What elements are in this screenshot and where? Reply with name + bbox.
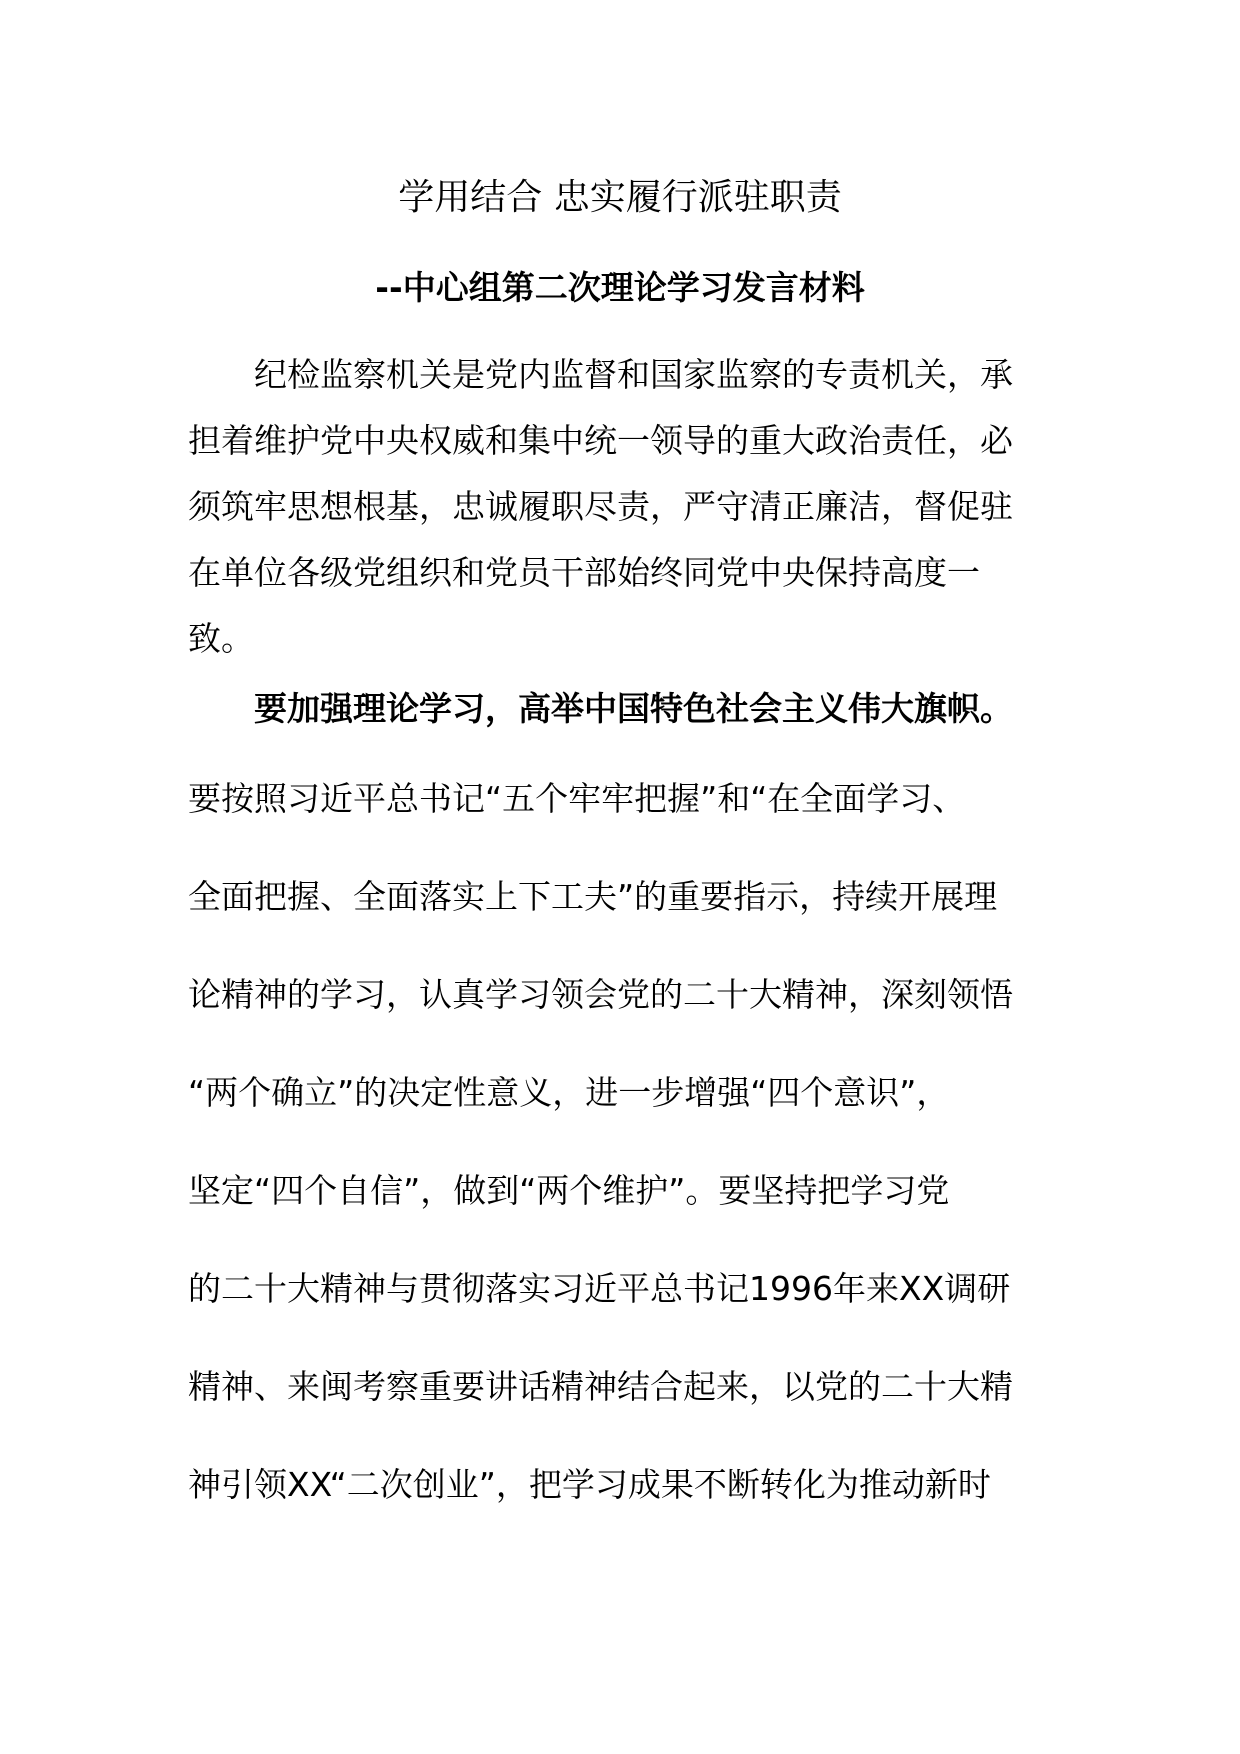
text-line: 担着维护党中央权威和集中统一领导的重大政治责任，必 [188,421,1013,460]
text-line: 精神、来闽考察重要讲话精神结合起来，以党的二十大精 [188,1367,1013,1406]
text-line: “两个确立”的决定性意义，进一步增强“四个意识”， [188,1073,950,1112]
document-title: 学用结合 忠实履行派驻职责 [398,177,842,218]
text-line: 纪检监察机关是党内监督和国家监察的专责机关，承 [188,355,1013,394]
text-line: 全面把握、全面落实上下工夫”的重要指示，持续开展理 [188,877,998,916]
text-line: 论精神的学习，认真学习领会党的二十大精神，深刻领悟 [188,975,1013,1014]
document-subtitle: --中心组第二次理论学习发言材料 [375,268,865,307]
text-line: 须筑牢思想根基，忠诚履职尽责，严守清正廉洁，督促驻 [188,487,1013,526]
text-line: 致。 [188,619,254,658]
text-line: 要按照习近平总书记“五个牢牢把握”和“在全面学习、 [188,779,966,818]
section-heading: 要加强理论学习，高举中国特色社会主义伟大旗帜。 [188,689,1013,728]
text-line: 的二十大精神与贯彻落实习近平总书记1996年来XX调研 [188,1269,1011,1308]
text-line: 在单位各级党组织和党员干部始终同党中央保持高度一 [188,553,980,592]
text-line: 神引领XX“二次创业”，把学习成果不断转化为推动新时 [188,1465,991,1504]
text-line: 坚定“四个自信”，做到“两个维护”。要坚持把学习党 [188,1171,950,1210]
